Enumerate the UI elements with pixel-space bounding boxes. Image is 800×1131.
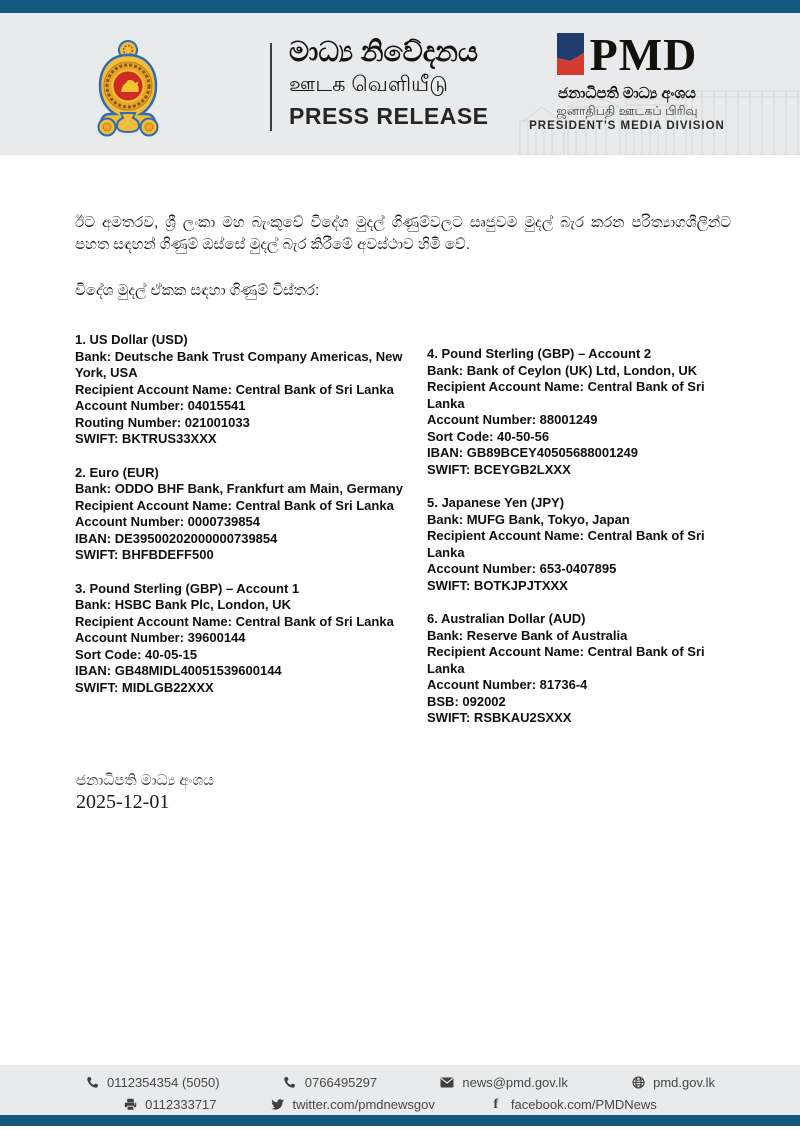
footer-twitter-text: twitter.com/pmdnewsgov	[292, 1097, 435, 1112]
account-line: Account Number: 39600144	[75, 630, 246, 645]
footer-phone-1-text: 0112354354 (5050)	[107, 1075, 220, 1090]
footer-phone-1	[85, 1075, 220, 1090]
footer-website-text: pmd.gov.lk	[653, 1075, 715, 1090]
footer-twitter	[271, 1097, 435, 1112]
account-line: SWIFT: MIDLGB22XXX	[75, 679, 214, 695]
account-section-jpy	[427, 495, 745, 594]
account-title: 4. Pound Sterling (GBP) – Account 2	[427, 346, 652, 361]
pmd-flag-icon	[557, 33, 584, 75]
twitter-icon	[271, 1098, 285, 1111]
title-english: PRESS RELEASE	[289, 103, 489, 129]
account-line: Recipient Account Name: Central Bank of Sri Lanka	[75, 381, 394, 397]
account-details	[427, 512, 745, 595]
account-line: Account Number: 81736-4	[427, 677, 588, 692]
account-details	[75, 481, 427, 564]
account-line: Routing Number: 021001033	[75, 414, 250, 430]
pmd-acronym: PMD	[589, 29, 698, 80]
account-section-gbp1	[75, 581, 427, 697]
account-section-aud	[427, 611, 745, 727]
account-line: SWIFT: BCEYGB2LXXX	[427, 461, 571, 477]
account-details	[427, 628, 745, 727]
facebook-icon: f	[493, 1096, 499, 1112]
account-line: SWIFT: BOTKJPJTXXX	[427, 577, 568, 593]
account-section-gbp2	[427, 346, 745, 478]
title-tamil: ஊடக வெளியீடு	[289, 73, 448, 96]
title-sinhala: මාධ්‍ය නිවේදනය	[289, 36, 479, 67]
account-line: SWIFT: BHFBDEFF500	[75, 547, 214, 562]
footer-row-1	[0, 1065, 800, 1090]
account-section-eur	[75, 465, 427, 564]
footer-facebook	[489, 1097, 657, 1112]
account-details	[75, 349, 427, 448]
footer-phone-2-text: 0766495297	[304, 1075, 378, 1090]
footer-fax-text: 0112333717	[145, 1097, 217, 1112]
account-details	[75, 597, 427, 696]
footer-email-text: news@pmd.gov.lk	[462, 1075, 568, 1090]
account-title: 1. US Dollar (USD)	[75, 332, 188, 347]
account-line: Sort Code: 40-50-56	[427, 428, 550, 444]
document-date: 2025-12-01	[76, 791, 170, 813]
account-details	[427, 363, 745, 479]
account-line: SWIFT: RSBKAU2SXXX	[427, 710, 572, 725]
sri-lanka-emblem	[90, 39, 166, 139]
account-title: 3. Pound Sterling (GBP) – Account 1	[75, 580, 300, 596]
contact-footer	[0, 1065, 800, 1115]
footer-phone-2	[283, 1075, 377, 1090]
phone-icon	[283, 1076, 297, 1089]
account-line: Account Number: 653-0407895	[427, 561, 617, 576]
account-line: Account Number: 04015541	[75, 398, 246, 413]
account-title: 2. Euro (EUR)	[75, 464, 159, 480]
account-line: Bank: Reserve Bank of Australia	[427, 627, 628, 643]
accounts-intro-line: විදේශ මුදල් ඒකක සඳහා ගිණුම් විස්තර:	[75, 282, 320, 299]
account-line: IBAN: GB48MIDL40051539600144	[75, 663, 282, 678]
account-line: Recipient Account Name: Central Bank of Sri Lanka	[75, 497, 394, 513]
pmd-line-sinhala: ජනාධිපති මාධ්‍ය අංශය	[558, 85, 696, 102]
email-icon	[440, 1076, 454, 1089]
press-release-titles	[289, 35, 489, 132]
globe-icon	[631, 1076, 645, 1089]
fax-icon	[123, 1098, 137, 1111]
account-line: IBAN: GB89BCEY40505688001249	[427, 445, 639, 460]
account-line: Account Number: 0000739854	[75, 514, 260, 529]
pmd-line-english: PRESIDENT'S MEDIA DIVISION	[529, 120, 725, 132]
account-line: IBAN: DE39500202000000739854	[75, 530, 278, 546]
account-line: Recipient Account Name: Central Bank of Sri Lanka	[75, 613, 394, 629]
account-line: SWIFT: BKTRUS33XXX	[75, 431, 217, 446]
account-title: 5. Japanese Yen (JPY)	[427, 495, 565, 510]
top-accent-bar	[0, 0, 800, 13]
account-title: 6. Australian Dollar (AUD)	[427, 611, 586, 626]
account-line: Bank: Bank of Ceylon (UK) Ltd, London, UK	[427, 362, 698, 378]
account-line: Account Number: 88001249	[427, 412, 598, 427]
account-line: Bank: MUFG Bank, Tokyo, Japan	[427, 511, 630, 527]
accounts-column-left	[75, 332, 427, 744]
account-line: Sort Code: 40-05-15	[75, 646, 198, 662]
header-divider	[270, 43, 272, 131]
account-section-usd	[75, 332, 427, 448]
account-line: Bank: HSBC Bank Plc, London, UK	[75, 597, 291, 612]
bottom-accent-bar	[0, 1115, 800, 1126]
account-line: BSB: 092002	[427, 693, 506, 709]
footer-fax	[123, 1097, 216, 1112]
footer-facebook-text: facebook.com/PMDNews	[510, 1097, 657, 1112]
account-columns	[75, 332, 745, 744]
pmd-line-tamil: ஜனாதிபதி ஊடகப் பிரிவு	[556, 104, 698, 118]
accounts-column-right	[427, 346, 745, 744]
account-line: Bank: Deutsche Bank Trust Company Americas, New York, USA	[75, 348, 403, 380]
account-line: Recipient Account Name: Central Bank of Sri Lanka	[427, 528, 705, 560]
document-header	[0, 13, 800, 155]
footer-email	[440, 1075, 567, 1090]
footer-website	[631, 1075, 715, 1090]
signature-division: ජනාධිපති මාධ්‍ය අංශය	[76, 772, 214, 789]
account-line: Bank: ODDO BHF Bank, Frankfurt am Main, Germany	[75, 481, 403, 496]
account-line: Recipient Account Name: Central Bank of Sri Lanka	[427, 379, 705, 411]
pmd-logo-block	[520, 29, 734, 134]
intro-paragraph: ඊට අමතරව, ශ්‍රී ලංකා මහ බැංකුවේ විදේශ මුදල් ගිණුම්වලට සෘජුවම මුදල් බැර කරන පරිත්‍යාගශීලීන්ට පහත සඳහන් ගිණුම් ඔස්සේ මුදල් බැර කිරීමේ අවස්ථාව හිමි වේ.	[75, 214, 731, 253]
phone-icon	[85, 1076, 99, 1089]
account-line: Recipient Account Name: Central Bank of Sri Lanka	[427, 644, 705, 676]
footer-row-2	[0, 1097, 790, 1112]
